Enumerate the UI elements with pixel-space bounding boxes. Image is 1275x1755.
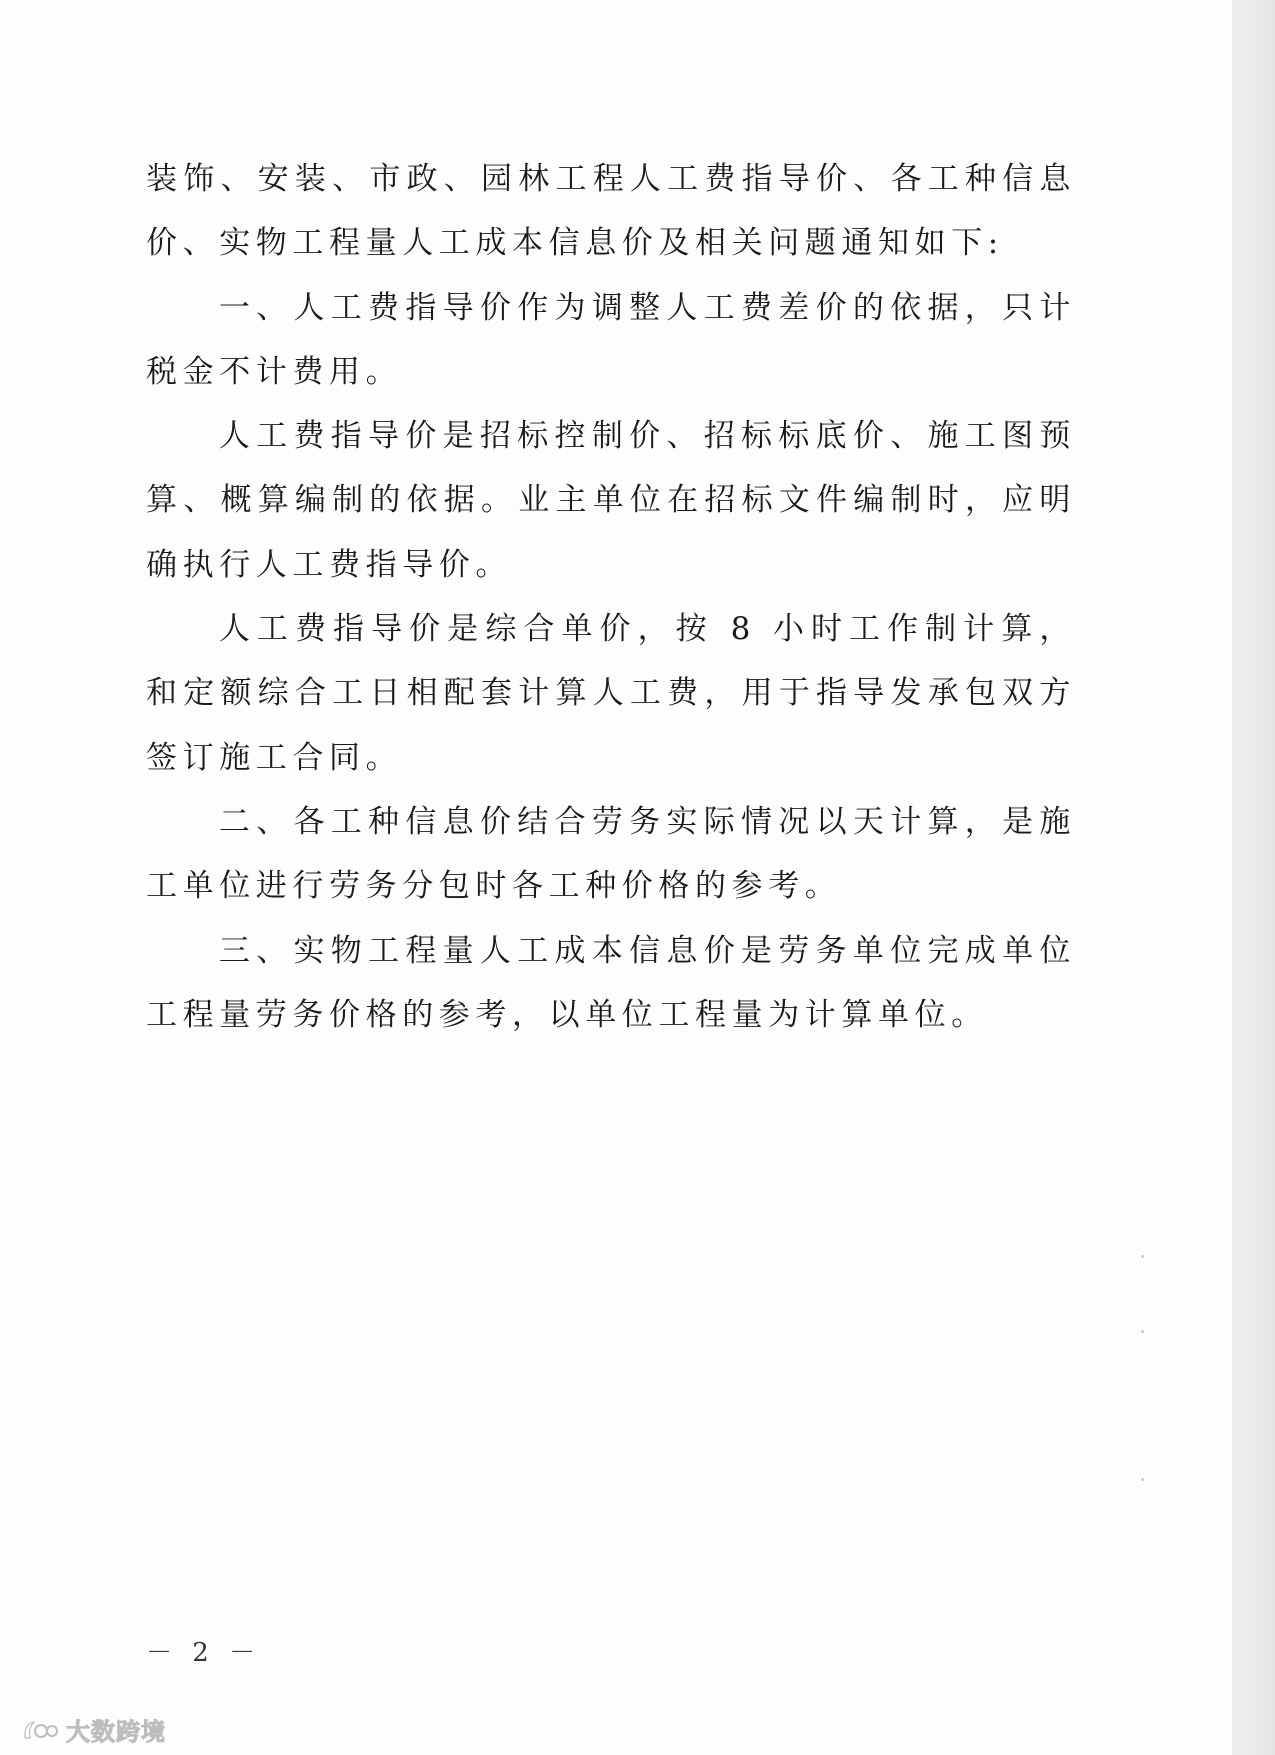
- paragraph-intro-continuation: 装饰、安装、市政、园林工程人工费指导价、各工种信息价、实物工程量人工成本信息价及相关问题通知如下:: [146, 161, 1076, 262]
- scan-speck: [1141, 1330, 1144, 1333]
- paragraph-item-three: 三、实物工程量人工成本信息价是劳务单位完成单位工程量劳务价格的参考，以单位工程量为计算单位。: [146, 932, 1076, 1033]
- paragraph-guidance-unit-price: 人工费指导价是综合单价，按 8 小时工作制计算，和定额综合工日相配套计算人工费，用于指导发承包双方签订施工合同。: [146, 611, 1076, 776]
- watermark-text: 大数跨境: [66, 1718, 166, 1746]
- watermark: [22, 1712, 166, 1747]
- scan-speck: [1141, 1255, 1144, 1258]
- brand-logo-icon: [22, 1718, 58, 1742]
- paragraph-guidance-basis: 人工费指导价是招标控制价、招标标底价、施工图预算、概算编制的依据。业主单位在招标文件编制时，应明确执行人工费指导价。: [146, 418, 1076, 583]
- document-body: [146, 147, 1076, 1047]
- scan-speck: [1141, 1478, 1144, 1481]
- paragraph-item-one: 一、人工费指导价作为调整人工费差价的依据，只计税金不计费用。: [146, 289, 1076, 390]
- scan-page-edge: [1232, 0, 1275, 1755]
- page-number: － 2 －: [146, 1638, 262, 1668]
- paragraph-item-two: 二、各工种信息价结合劳务实际情况以天计算，是施工单位进行劳务分包时各工种价格的参考。: [146, 803, 1076, 905]
